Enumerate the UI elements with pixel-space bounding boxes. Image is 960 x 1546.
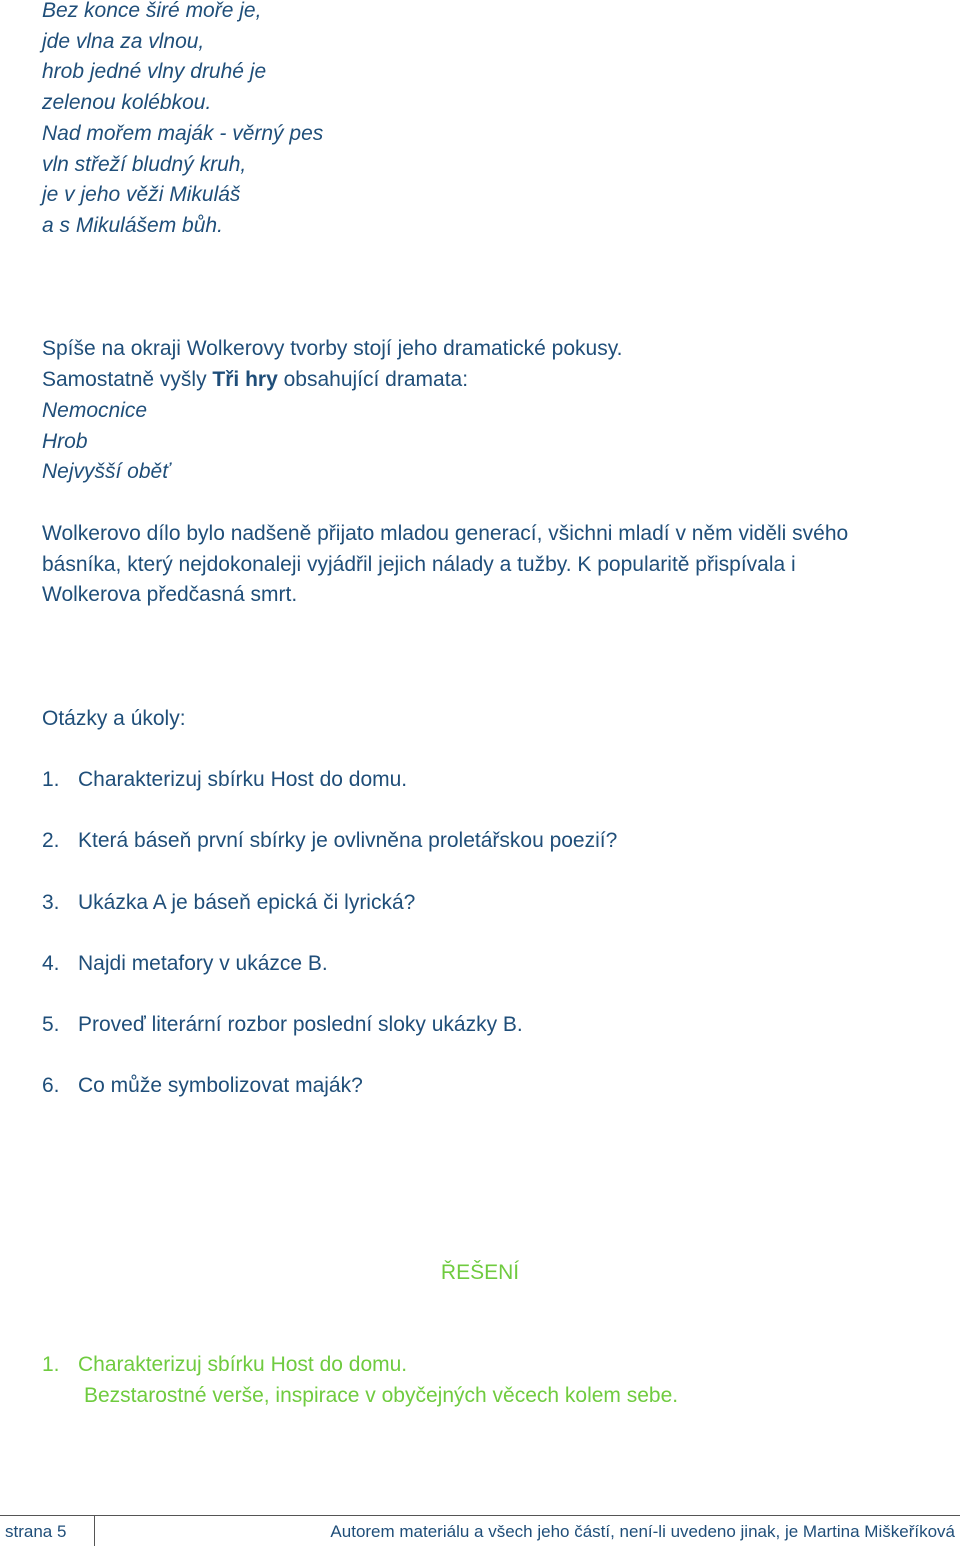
- intro-text: obsahující dramata:: [277, 367, 469, 391]
- question-number: 2.: [42, 829, 60, 853]
- solution-question: [42, 1350, 678, 1381]
- question-list: [42, 765, 617, 1133]
- poem-line: zelenou kolébkou.: [42, 91, 212, 115]
- poem-line: je v jeho věži Mikuláš: [42, 183, 241, 207]
- solution-number: 1.: [42, 1353, 60, 1376]
- poem-line: a s Mikulášem bůh.: [42, 213, 223, 237]
- question-item: [42, 888, 617, 949]
- reception-line: Wolkerova předčasná smrt.: [42, 583, 298, 607]
- poem-line: Nad mořem maják - věrný pes: [42, 121, 324, 145]
- poem: [42, 0, 932, 242]
- question-item: [42, 765, 617, 826]
- question-text: Charakterizuj sbírku Host do domu.: [78, 768, 408, 791]
- collection-title: Tři hry: [212, 367, 278, 391]
- question-item: [42, 949, 617, 1010]
- author-note: Autorem materiálu a všech jeho částí, není-li uvedeno jinak, je Martina Miškeříková: [330, 1522, 955, 1541]
- question-number: 5.: [42, 1013, 60, 1037]
- footer-divider: [94, 1516, 95, 1546]
- poem-line: Bez konce širé moře je,: [42, 0, 262, 22]
- question-text: Ukázka A je báseň epická či lyrická?: [78, 890, 416, 914]
- question-item: [42, 826, 617, 887]
- page-footer: [0, 1515, 960, 1546]
- poem-line: hrob jedné vlny druhé je: [42, 60, 267, 84]
- plays-list: [42, 396, 932, 488]
- solution-item: [42, 1350, 678, 1411]
- questions-heading: Otázky a úkoly:: [42, 707, 186, 730]
- question-item: [42, 1071, 617, 1132]
- solution-question-text: Charakterizuj sbírku Host do domu.: [78, 1353, 408, 1376]
- page-number: strana 5: [5, 1522, 67, 1541]
- question-item: [42, 1010, 617, 1071]
- question-text: Co může symbolizovat maják?: [78, 1074, 363, 1098]
- reception-line: básníka, který nejdokonaleji vyjádřil jejich nálady a tužby. K popularitě přispívala i: [42, 552, 796, 576]
- question-number: 4.: [42, 951, 60, 975]
- play-title: Hrob: [42, 429, 88, 453]
- intro-paragraph: [42, 334, 932, 395]
- intro-line: [42, 365, 932, 396]
- question-text: Najdi metafory v ukázce B.: [78, 951, 328, 975]
- question-text: Proveď literární rozbor poslední sloky ukázky B.: [78, 1013, 523, 1037]
- play-title: Nejvyšší oběť: [42, 460, 170, 484]
- poem-line: jde vlna za vlnou,: [42, 29, 205, 53]
- question-number: 3.: [42, 890, 60, 914]
- intro-line: Spíše na okraji Wolkerovy tvorby stojí jeho dramatické pokusy.: [42, 337, 623, 360]
- intro-text: Samostatně vyšly: [42, 367, 213, 391]
- reception-paragraph: [42, 519, 932, 611]
- reception-line: Wolkerovo dílo bylo nadšeně přijato mladou generací, všichni mladí v něm viděli svého: [42, 522, 849, 545]
- play-title: Nemocnice: [42, 399, 148, 422]
- question-text: Která báseň první sbírky je ovlivněna proletářskou poezií?: [78, 829, 618, 853]
- poem-line: vln střeží bludný kruh,: [42, 152, 247, 176]
- question-number: 1.: [42, 768, 60, 791]
- solution-heading: ŘEŠENÍ: [440, 1261, 520, 1284]
- solution-answer: Bezstarostné verše, inspirace v obyčejných věcech kolem sebe.: [84, 1383, 679, 1407]
- question-number: 6.: [42, 1074, 60, 1098]
